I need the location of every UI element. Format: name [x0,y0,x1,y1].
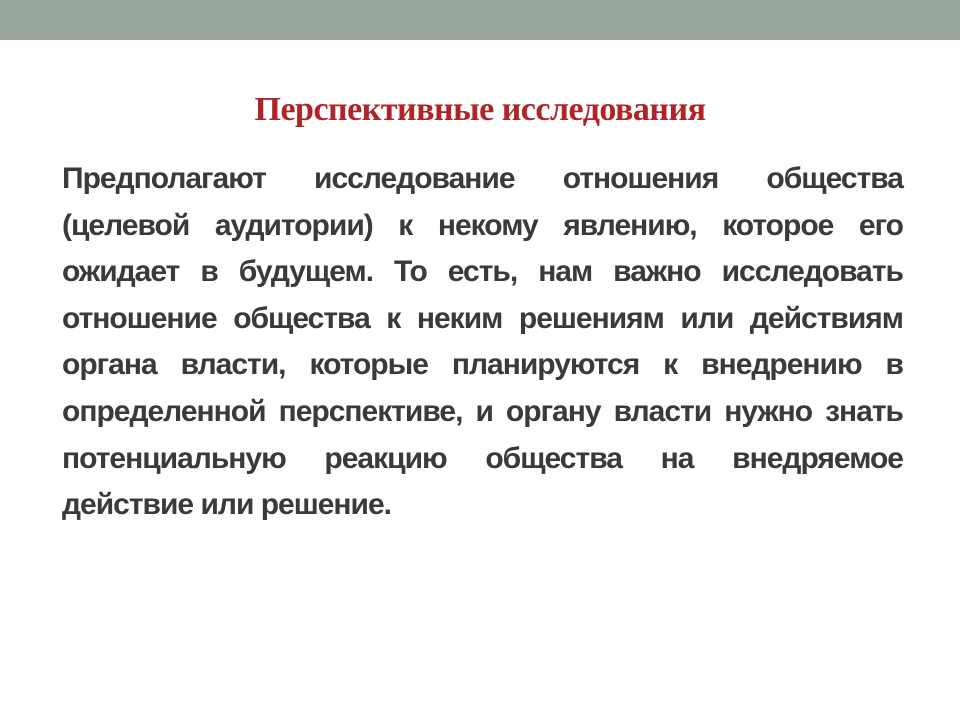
top-accent-bar [0,0,960,40]
slide-body-text: Предполагают исследование отношения общества (целевой аудитории) к некому явлению, которое его ожидает в будущем. То есть, нам важно исследовать отношение общества к неким решениям или действиям органа власти, которые планируются к внедрению в определенной перспективе, и органу власти нужно знать потенциальную реакцию общества на внедряемое действие или решение. [62,162,903,522]
slide-title: Перспективные исследования [254,91,706,128]
